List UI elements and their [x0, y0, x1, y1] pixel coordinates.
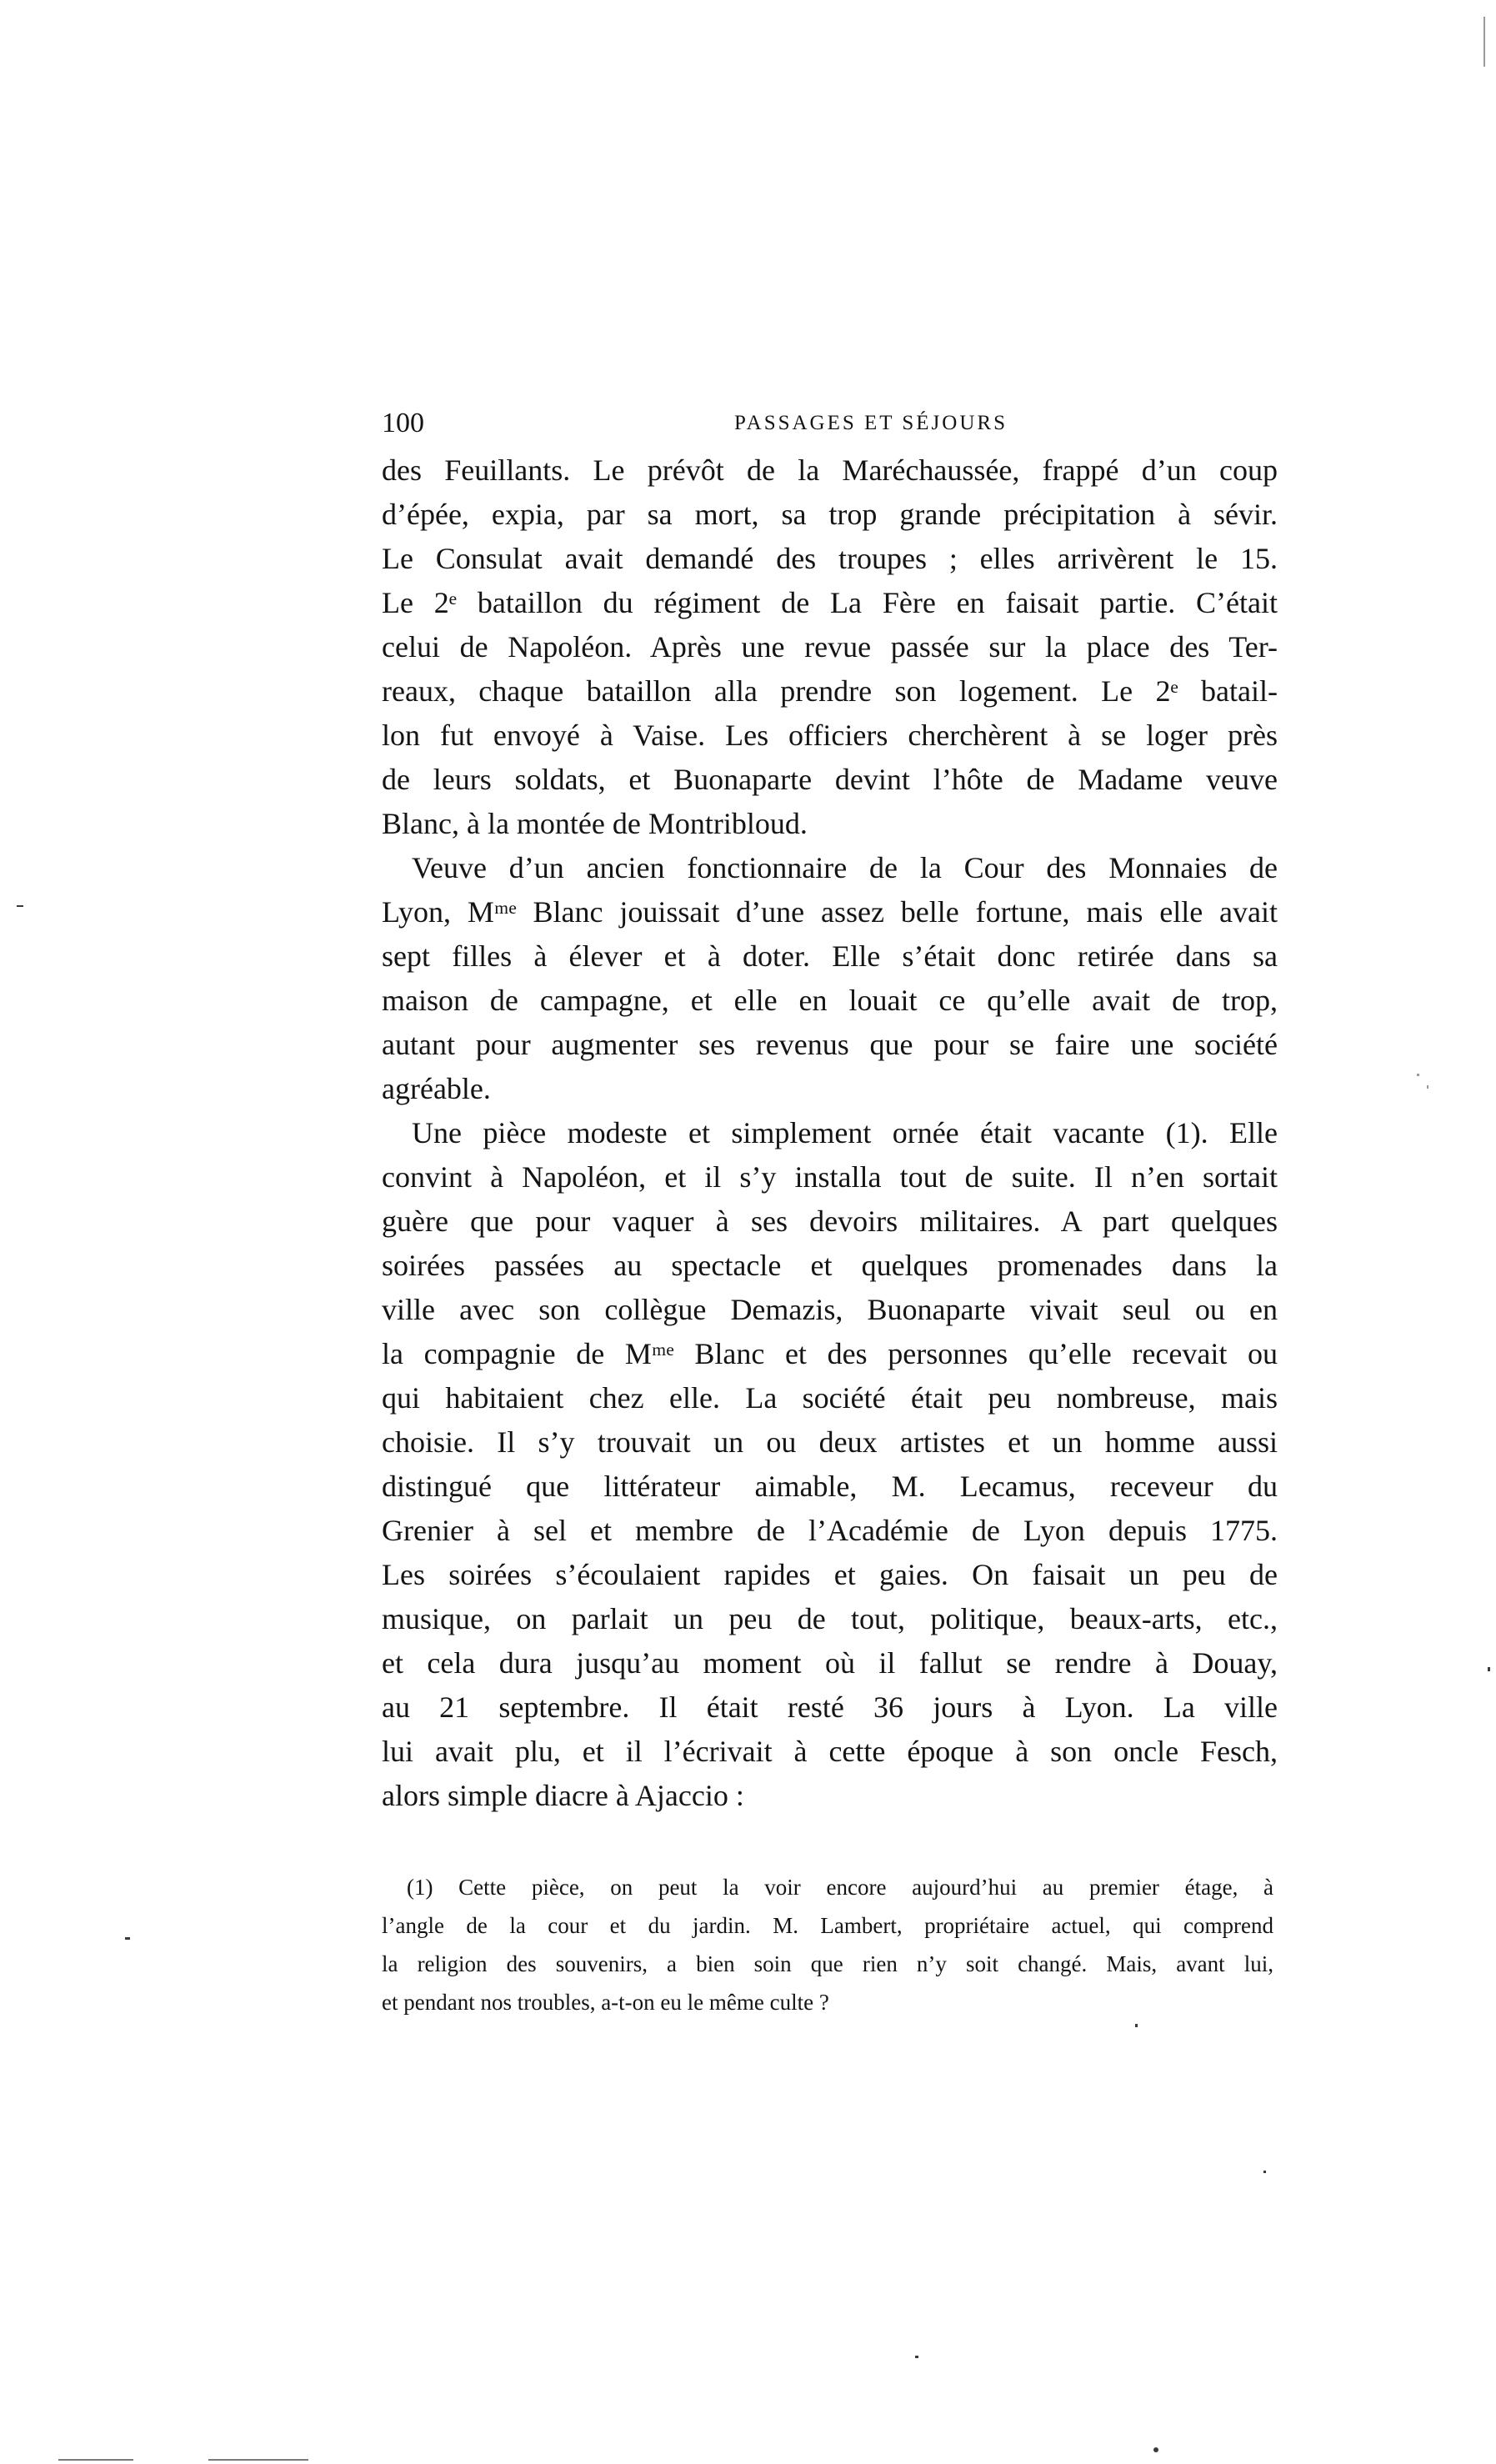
footnote-line: la religion des souvenirs, a bien soin que rien n’y soit changé. Mais, avant lui,	[382, 1951, 1273, 1976]
body-line: celui de Napoléon. Après une revue passée sur la place des Ter-	[382, 630, 1278, 664]
body-line: Lyon, Mᵐᵉ Blanc jouissait d’une assez belle fortune, mais elle avait	[382, 895, 1278, 929]
body-line: des Feuillants. Le prévôt de la Maréchaussée, frappé d’un coup	[382, 453, 1278, 487]
body-line: distingué que littérateur aimable, M. Lecamus, receveur du	[382, 1470, 1278, 1503]
body-line: Une pièce modeste et simplement ornée était vacante (1). Elle	[412, 1116, 1278, 1149]
body-line: de leurs soldats, et Buonaparte devint l’hôte de Madame veuve	[382, 763, 1278, 796]
running-head	[382, 405, 1282, 442]
scan-edge-mark	[208, 2459, 308, 2461]
body-line: ville avec son collègue Demazis, Buonaparte vivait seul ou en	[382, 1293, 1278, 1326]
scan-speck	[125, 1937, 130, 1940]
body-line: Le Consulat avait demandé des troupes ; elles arrivèrent le 15.	[382, 542, 1278, 575]
body-line: autant pour augmenter ses revenus que pour se faire une société	[382, 1028, 1278, 1061]
scan-speck	[1417, 1074, 1419, 1076]
body-line: guère que pour vaquer à ses devoirs militaires. A part quelques	[382, 1204, 1278, 1238]
body-line: Blanc, à la montée de Montribloud.	[382, 807, 808, 840]
body-line: qui habitaient chez elle. La société était peu nombreuse, mais	[382, 1381, 1278, 1415]
scan-speck	[1427, 1085, 1428, 1089]
body-line: maison de campagne, et elle en louait ce qu’elle avait de trop,	[382, 984, 1278, 1017]
scan-edge-mark	[1483, 17, 1485, 67]
scan-speck	[1153, 2447, 1158, 2452]
page-number: 100	[382, 408, 424, 438]
body-text	[382, 448, 1278, 1818]
scan-speck	[1135, 2024, 1138, 2027]
footnote	[382, 1868, 1273, 2021]
body-line: Les soirées s’écoulaient rapides et gaies. On faisait un peu de	[382, 1558, 1278, 1591]
body-line: sept filles à élever et à doter. Elle s’était donc retirée dans sa	[382, 939, 1278, 973]
body-line: la compagnie de Mᵐᵉ Blanc et des personnes qu’elle recevait ou	[382, 1337, 1278, 1370]
footnote-line: et pendant nos troubles, a-t-on eu le même culte ?	[382, 1990, 829, 2015]
body-line: et cela dura jusqu’au moment où il fallut se rendre à Douay,	[382, 1646, 1278, 1680]
body-line: convint à Napoléon, et il s’y installa tout de suite. Il n’en sortait	[382, 1160, 1278, 1194]
body-line: d’épée, expia, par sa mort, sa trop grande précipitation à sévir.	[382, 498, 1278, 531]
footnote-line: l’angle de la cour et du jardin. M. Lambert, propriétaire actuel, qui comprend	[382, 1913, 1273, 1938]
body-line: lui avait plu, et il l’écrivait à cette époque à son oncle Fesch,	[382, 1735, 1278, 1768]
body-line: lon fut envoyé à Vaise. Les officiers cherchèrent à se loger près	[382, 719, 1278, 752]
body-line: Le 2ᵉ bataillon du régiment de La Fère en faisait partie. C’était	[382, 586, 1278, 619]
scan-speck	[1488, 1667, 1490, 1671]
footnote-line: (1) Cette pièce, on peut la voir encore aujourd’hui au premier étage, à	[407, 1875, 1273, 1900]
body-line: soirées passées au spectacle et quelques promenades dans la	[382, 1249, 1278, 1282]
scan-speck	[915, 2356, 918, 2358]
scan-speck	[17, 905, 23, 907]
body-line: alors simple diacre à Ajaccio :	[382, 1779, 744, 1812]
body-line: Veuve d’un ancien fonctionnaire de la Cour des Monnaies de	[412, 851, 1278, 884]
running-title: PASSAGES ET SÉJOURS	[734, 412, 1008, 434]
body-line: Grenier à sel et membre de l’Académie de Lyon depuis 1775.	[382, 1514, 1278, 1547]
scan-speck	[1263, 2171, 1266, 2173]
body-line: choisie. Il s’y trouvait un ou deux artistes et un homme aussi	[382, 1425, 1278, 1459]
body-line: reaux, chaque bataillon alla prendre son logement. Le 2ᵉ batail-	[382, 674, 1278, 708]
scan-edge-mark	[58, 2459, 133, 2461]
body-line: musique, on parlait un peu de tout, politique, beaux-arts, etc.,	[382, 1602, 1278, 1635]
body-line: agréable.	[382, 1072, 491, 1105]
body-line: au 21 septembre. Il était resté 36 jours à Lyon. La ville	[382, 1690, 1278, 1724]
